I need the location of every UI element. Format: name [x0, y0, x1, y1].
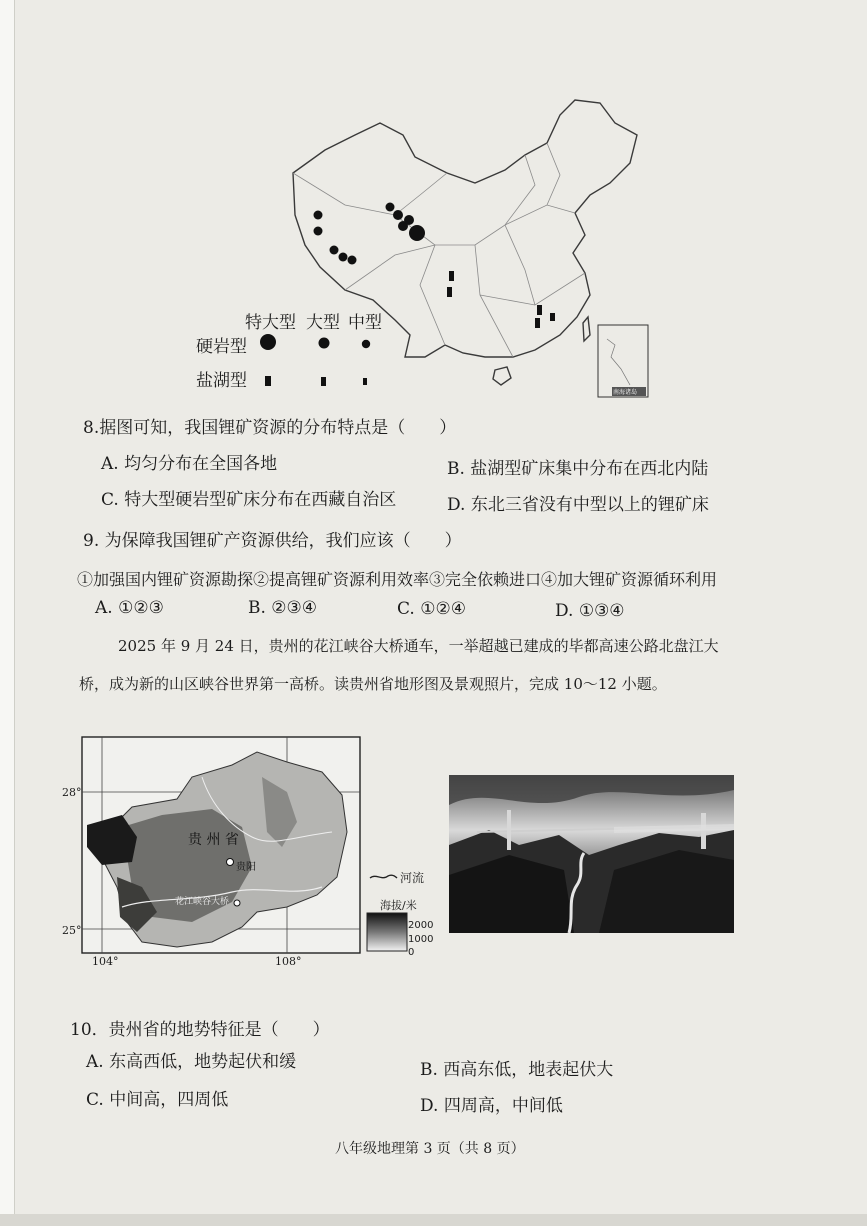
- capital-label: 贵阳: [236, 862, 256, 873]
- legend-type-saltlake: 盐湖型: [196, 371, 247, 391]
- legend-size-large: 大型: [306, 313, 340, 333]
- legend-symbols: [255, 330, 385, 390]
- deposit-saltlake: [537, 305, 542, 315]
- china-outline: [293, 100, 637, 357]
- legend-elev-0: 0: [408, 947, 415, 958]
- passage-line-1: 2025 年 9 月 24 日，贵州的花江峡谷大桥通车，一举超越已建成的毕都高速公路北盘江大: [118, 637, 719, 655]
- deposit-hardrock: [339, 253, 348, 262]
- q8-option-c: C. 特大型硬岩型矿床分布在西藏自治区: [101, 490, 397, 510]
- bridge-tower: [507, 810, 511, 850]
- q9-stem: 9. 为保障我国锂矿产资源供给，我们应该（ ）: [83, 531, 462, 551]
- deposit-saltlake: [449, 271, 454, 281]
- q9-option-c: C. ①②④: [397, 599, 466, 619]
- legend-size-extra-large: 特大型: [245, 313, 296, 333]
- q8-stem: 8.据图可知，我国锂矿资源的分布特点是（ ）: [83, 418, 457, 438]
- legend-elevation-ramp: [366, 912, 408, 952]
- q9-option-b: B. ②③④: [248, 598, 318, 618]
- legend-river-label: 河流: [400, 871, 425, 885]
- deposit-hardrock: [348, 256, 357, 265]
- lon-label-108: 108°: [275, 955, 302, 968]
- q9-option-a: A. ①②③: [95, 598, 164, 618]
- inset-label: 南海诸岛: [613, 389, 638, 396]
- legend-type-hardrock: 硬岩型: [196, 337, 247, 357]
- deposit-saltlake: [550, 313, 555, 321]
- lat-label-25: 25°: [62, 924, 82, 937]
- deposit-hardrock: [386, 203, 395, 212]
- bridge-canyon-photo: [449, 775, 734, 933]
- deposit-hardrock: [314, 227, 323, 236]
- deposit-hardrock: [330, 246, 339, 255]
- deposit-hardrock: [409, 225, 425, 241]
- q8-option-a: A. 均匀分布在全国各地: [101, 454, 278, 474]
- page-footer: 八年级地理第 3 页（共 8 页）: [335, 1141, 525, 1157]
- q10-stem: 10．贵州省的地势特征是（ ）: [70, 1020, 330, 1040]
- lat-label-28: 28°: [62, 786, 82, 799]
- page-edge: [0, 0, 15, 1226]
- deposit-saltlake: [535, 318, 540, 328]
- legend-river-symbol: [368, 872, 398, 882]
- q10-option-a: A. 东高西低，地势起伏和缓: [86, 1052, 297, 1072]
- q10-option-b: B. 西高东低，地表起伏大: [420, 1060, 614, 1080]
- q9-option-d: D. ①③④: [555, 601, 625, 621]
- q8-option-b: B. 盐湖型矿床集中分布在西北内陆: [447, 459, 709, 479]
- bridge-tower: [701, 813, 706, 849]
- canyon-bridge-label: 花江峡谷大桥: [175, 897, 230, 907]
- passage-line-2: 桥，成为新的山区峡谷世界第一高桥。读贵州省地形图及景观照片，完成 10～12 小题。: [79, 675, 667, 693]
- deposit-hardrock: [393, 210, 403, 220]
- legend-elevation-title: 海拔/米: [380, 899, 417, 912]
- guiyang-marker: [227, 859, 234, 866]
- q9-measures: ①加强国内锂矿资源勘探②提高锂矿资源利用效率③完全依赖进口④加大锂矿资源循环利用: [77, 570, 718, 589]
- legend-size-medium: 中型: [348, 313, 382, 333]
- legend-elev-1000: 1000: [408, 934, 434, 945]
- deposit-hardrock: [404, 215, 414, 225]
- page-bottom-edge: [0, 1214, 867, 1226]
- deposit-hardrock: [314, 211, 323, 220]
- lon-label-104: 104°: [92, 955, 119, 968]
- q8-option-d: D. 东北三省没有中型以上的锂矿床: [447, 495, 709, 515]
- taiwan-island: [583, 317, 590, 341]
- deposit-saltlake: [447, 287, 452, 297]
- legend-elev-2000: 2000: [408, 920, 434, 931]
- hainan-island: [493, 367, 511, 385]
- province-label: 贵 州 省: [188, 832, 239, 848]
- q10-option-c: C. 中间高，四周低: [86, 1090, 229, 1110]
- q10-option-d: D. 四周高，中间低: [420, 1096, 563, 1116]
